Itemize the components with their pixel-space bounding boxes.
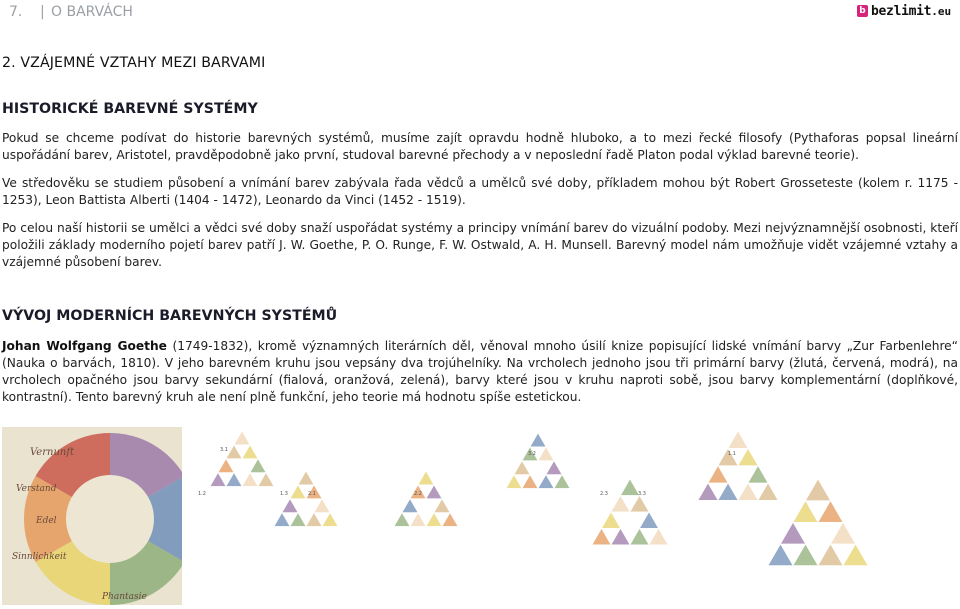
triangle-cell [546, 461, 562, 475]
triangle-cell [258, 473, 274, 487]
triangle-group-8 [698, 431, 778, 500]
triangle-cell [806, 479, 831, 501]
color-wheel-svg [2, 427, 182, 605]
triangle-cell [630, 495, 649, 511]
goethe-text: (1749-1832), kromě významných literárních děl, věnoval mnoho úsilí knize popisující lidské vnímání barvy „Zur Farbenlehre“ (Nauka o barvách, 1810). V jeho barevném kruhu jsou vepsány dva trojúhelníky. Na vrcholech jednoho jsou tři primární barvy (žlutá, červená, modrá), na vrcholech opačného jsou barvy sekundární (fialová, oranžová, zelená), barvy které jsou v kruhu naproti sobě, jsou barvy komplementární (doplňkové, kontrastní). Tento barevný kruh ale není plně funkční, jeho teorie má hodnotu spíše estetickou. [2, 339, 958, 404]
wheel-label-3: Edel [36, 516, 57, 526]
triangle-group-6 [506, 433, 570, 488]
tri-label-8: 3.3 [638, 491, 646, 497]
logo-tld: .eu [931, 4, 952, 18]
tri-label-1: 3.1 [220, 447, 228, 453]
triangle-cell [758, 483, 778, 500]
triangle-cell [611, 495, 630, 511]
chapter-separator: | [40, 4, 45, 20]
tri-label-2: 1.2 [198, 491, 206, 497]
triangle-cell [793, 544, 818, 566]
triangle-cell [768, 544, 793, 566]
triangle-cell [394, 513, 410, 527]
triangle-cell [522, 475, 538, 489]
triangle-cell [738, 448, 758, 465]
goethe-color-wheel-image [2, 427, 182, 605]
wheel-label-4: Sinnlichkeit [12, 552, 67, 562]
triangle-cell [282, 499, 298, 513]
modern-heading: VÝVOJ MODERNÍCH BAREVNÝCH SYSTÉMŮ [2, 308, 338, 324]
triangle-cell [708, 466, 728, 483]
triangle-svg-left [190, 427, 480, 605]
triangle-svg-right [488, 427, 958, 605]
triangle-cell [322, 513, 338, 527]
triangle-cell [242, 473, 258, 487]
triangle-group-1 [210, 431, 274, 486]
triangle-cell [226, 445, 242, 459]
triangle-cell [426, 513, 442, 527]
historic-paragraph-1: Pokud se chceme podívat do historie barevných systémů, musíme zajít opravdu hodně hluboko, a to mezi řecké filosofy (Pythaforas popsal lineární uspořádání barev, Aristotel, pravděpodobně jako první, studoval barevné přechody a v neposlední řadě Platon podal výklad barevné teorie). [2, 131, 958, 162]
triangle-cell [611, 528, 630, 544]
triangle-cell [290, 513, 306, 527]
triangle-cell [538, 475, 554, 489]
triangle-cell [554, 475, 570, 489]
triangle-diagram-right [488, 427, 958, 605]
triangle-cell [843, 544, 868, 566]
triangle-cell [290, 485, 306, 499]
wheel-label-1: Vernunft [30, 447, 75, 458]
goethe-paragraph [2, 338, 958, 406]
tri-label-5: 2.2 [414, 491, 422, 497]
tri-label-4: 2.1 [308, 491, 316, 497]
triangle-cell [250, 459, 266, 473]
tri-label-9: 1.1 [728, 451, 736, 457]
triangle-cell [748, 466, 768, 483]
triangle-cell [402, 499, 418, 513]
triangle-group-7 [592, 479, 668, 545]
page-header [0, 0, 960, 26]
historic-paragraph-3: Po celou naší historii se umělci a vědci své doby snaží uspořádat systémy a principy vnímání barev do vizuální podoby. Mezi nejvýznamnější osobnosti, kteří položili základy moderního pojetí barev patří J. W. Goethe, P. O. Runge, F. W. Ostwald, A. H. Munsell. Barevný model nám umožňuje vidět vzájemné vztahy a vzájemné působení barev. [2, 221, 958, 269]
triangle-cell [514, 461, 530, 475]
chapter-title: O BARVÁCH [51, 4, 133, 20]
triangle-cell [426, 485, 442, 499]
triangle-cell [640, 512, 659, 528]
triangle-cell [831, 522, 856, 544]
triangle-cell [410, 513, 426, 527]
bezlimit-logo[interactable] [857, 3, 951, 19]
triangle-cell [793, 501, 818, 523]
triangle-cell [602, 512, 621, 528]
triangle-cell [781, 522, 806, 544]
triangle-cell [442, 513, 458, 527]
triangle-cell [630, 528, 649, 544]
triangle-cell [506, 475, 522, 489]
triangle-cell [306, 513, 322, 527]
triangle-group-9 [768, 479, 868, 566]
triangle-cell [718, 483, 738, 500]
triangle-cell [210, 473, 226, 487]
triangle-cell [298, 471, 314, 485]
triangle-cell [621, 479, 640, 495]
triangle-cell [434, 499, 450, 513]
triangle-cell [818, 501, 843, 523]
triangle-cell [538, 447, 554, 461]
triangle-cell [274, 513, 290, 527]
triangle-cell [226, 473, 242, 487]
triangle-group-3 [394, 471, 458, 526]
triangle-diagram-left [190, 427, 480, 605]
tri-label-3: 1.3 [280, 491, 288, 497]
historic-paragraph-2: Ve středověku se studiem působení a vnímání barev zabývala řada vědců a umělců své doby, příkladem mohou být Robert Grosseteste (kolem r. 1175 - 1253), Leon Battista Alberti (1404 - 1472), Leonardo da Vinci (1452 - 1519). [2, 176, 958, 207]
wheel-label-2: Verstand [16, 484, 57, 494]
tri-label-7: 2.3 [600, 491, 608, 497]
triangle-cell [728, 431, 748, 448]
goethe-name: Johan Wolfgang Goethe [2, 339, 167, 353]
chapter-number: 7. [9, 4, 23, 20]
triangle-cell [242, 445, 258, 459]
logo-name: bezlimit [871, 3, 932, 19]
wheel-inner-circle [66, 475, 154, 563]
triangle-group-2 [274, 471, 338, 526]
wheel-label-5: Phantasie [102, 592, 147, 602]
section-title: 2. VZÁJEMNÉ VZTAHY MEZI BARVAMI [2, 55, 266, 71]
triangle-cell [698, 483, 718, 500]
tri-label-6: 3.2 [528, 451, 536, 457]
logo-mark-icon: b [857, 5, 868, 17]
triangle-cell [418, 471, 434, 485]
triangle-cell [234, 431, 250, 445]
triangle-cell [218, 459, 234, 473]
triangle-cell [818, 544, 843, 566]
triangle-cell [314, 499, 330, 513]
triangle-cell [738, 483, 758, 500]
historic-heading: HISTORICKÉ BAREVNÉ SYSTÉMY [2, 101, 258, 117]
triangle-cell [530, 433, 546, 447]
triangle-cell [592, 528, 611, 544]
triangle-cell [649, 528, 668, 544]
